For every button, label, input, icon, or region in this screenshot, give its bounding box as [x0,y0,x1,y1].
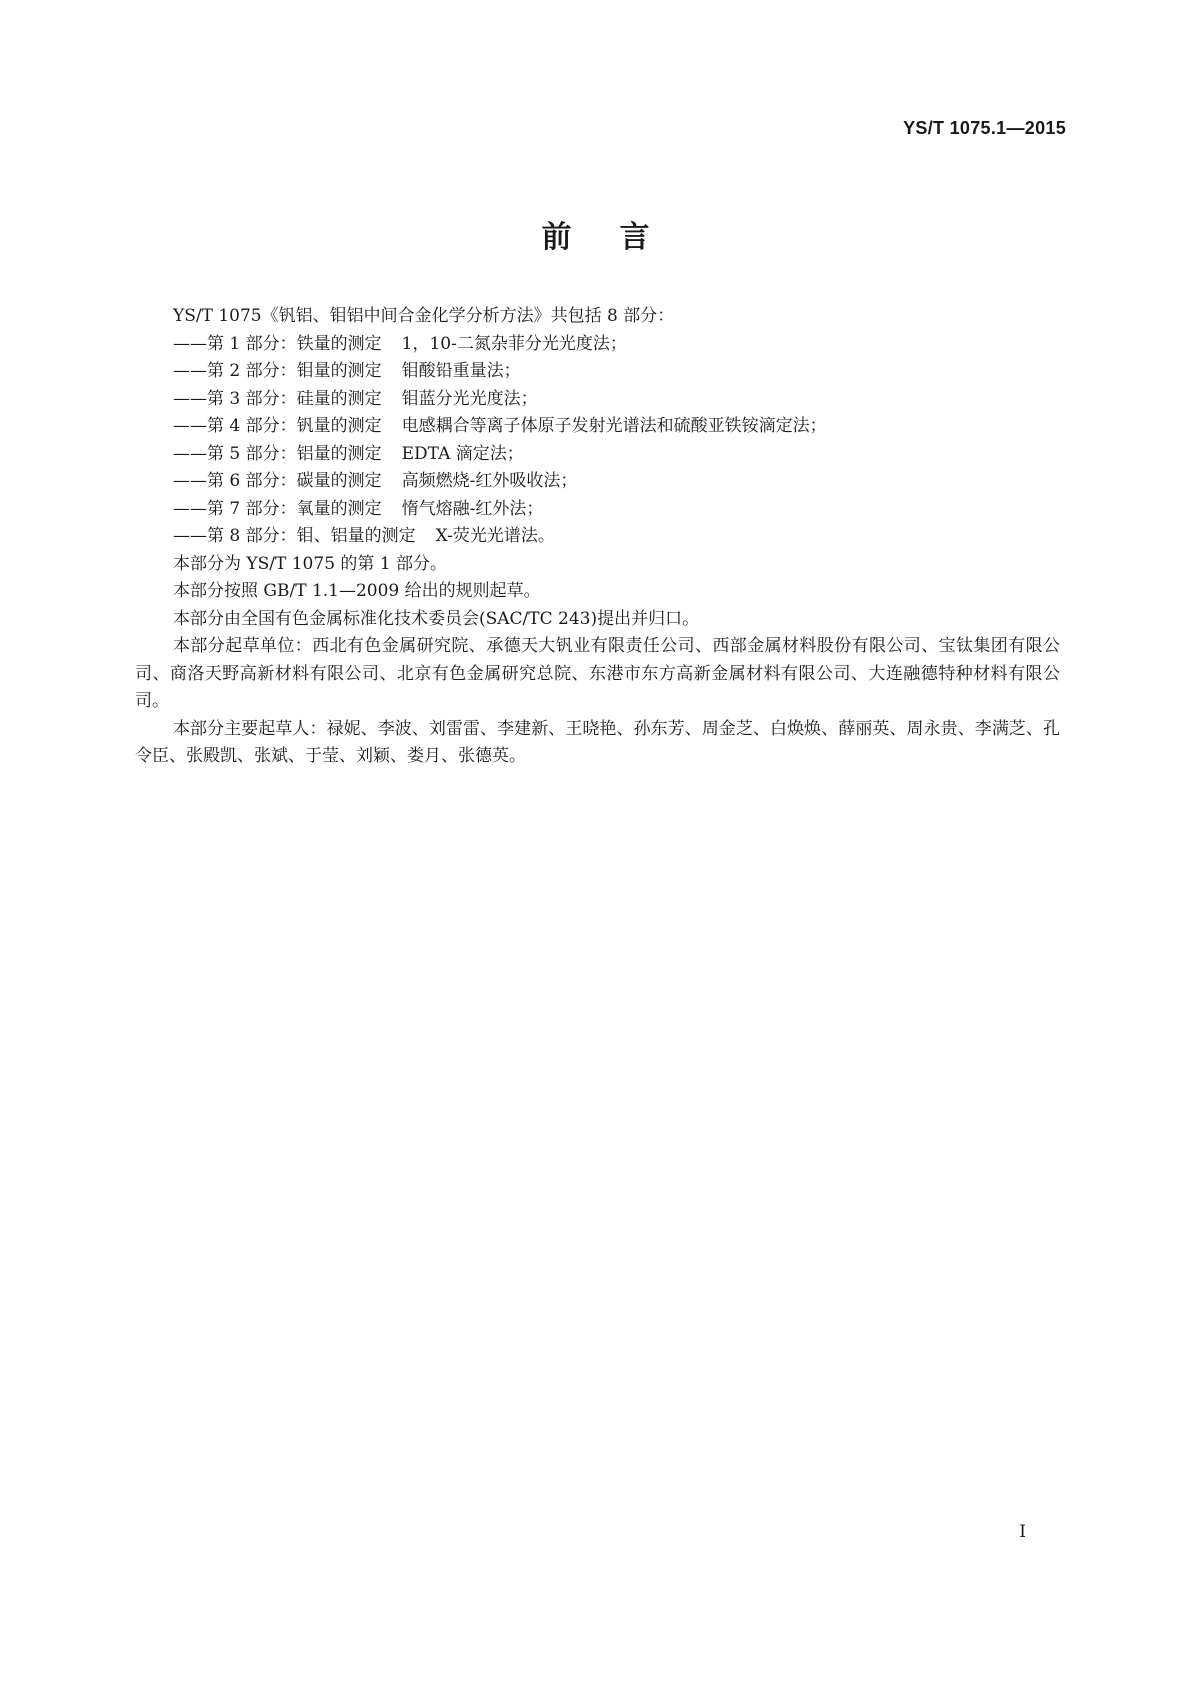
part-label: ——第 4 部分：钒量的测定 [173,416,382,436]
list-item [135,358,1060,386]
part-label: ——第 3 部分：硅量的测定 [173,388,382,409]
drafting-rule-paragraph: 本部分按照 GB/T 1.1—2009 给出的规则起草。 [173,581,541,601]
part-method: 高频燃烧-红外吸收法； [401,471,578,491]
part-method: 惰气熔融-红外法； [401,498,544,519]
proposer-paragraph: 本部分由全国有色金属标准化技术委员会(SAC/TC 243)提出并归口。 [173,608,700,629]
part-label: ——第 7 部分：氧量的测定 [173,498,382,519]
list-item [135,468,1060,496]
list-item [135,523,1060,551]
list-item [135,331,1060,359]
page-title: 前言 [541,220,698,255]
foreword-body [135,303,1060,771]
list-item [135,441,1060,469]
this-part-paragraph: 本部分为 YS/T 1075 的第 1 部分。 [173,553,448,574]
part-label: ——第 6 部分：碳量的测定 [173,471,382,491]
part-label: ——第 8 部分：钼、铝量的测定 [173,526,416,546]
part-method: 1，10-二氮杂菲分光光度法； [401,333,627,354]
page-number: I [1019,1522,1026,1542]
part-method: 钼酸铅重量法； [401,361,521,381]
list-item [135,496,1060,524]
part-method: 电感耦合等离子体原子发射光谱法和硫酸亚铁铵滴定法； [401,416,827,436]
part-method: EDTA 滴定法； [401,443,524,464]
intro-paragraph: YS/T 1075《钒铝、钼铝中间合金化学分析方法》共包括 8 部分： [173,306,675,326]
part-method: X-荧光光谱法。 [435,526,555,546]
part-label: ——第 2 部分：钼量的测定 [173,361,382,381]
standard-code: YS/T 1075.1—2015 [903,118,1066,138]
parts-list [135,331,1060,551]
list-item [135,386,1060,414]
part-label: ——第 1 部分：铁量的测定 [173,333,382,354]
list-item [135,413,1060,441]
part-label: ——第 5 部分：铝量的测定 [173,443,382,464]
part-method: 钼蓝分光光度法； [401,388,538,409]
drafters-paragraph: 本部分主要起草人：禄妮、李波、刘雷雷、李建新、王晓艳、孙东芳、周金芝、白焕焕、薛丽英、周永贵、李满芝、孔令臣、张殿凯、张斌、于莹、刘颖、娄月、张德英。 [135,718,1060,766]
drafting-units-paragraph: 本部分起草单位：西北有色金属研究院、承德天大钒业有限责任公司、西部金属材料股份有限公司、宝钛集团有限公司、商洛天野高新材料有限公司、北京有色金属研究总院、东港市东方高新金属材料有限公司、大连融德特种材料有限公司。 [135,636,1060,711]
